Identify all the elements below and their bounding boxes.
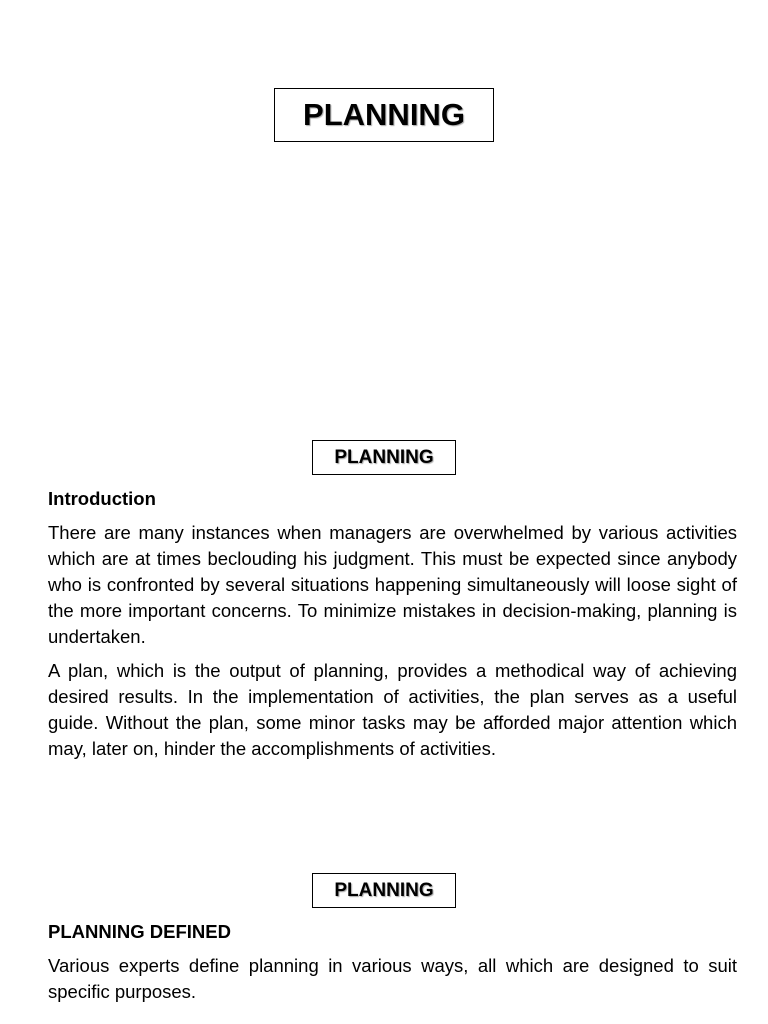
section-heading: PLANNING DEFINED — [48, 921, 231, 942]
definition-section — [48, 919, 737, 1013]
paragraph: There are many instances when managers are overwhelmed by various activities which are at times beclouding his judgment. This must be expected since anybody who is confronted by several situations happening simultaneously will loose sight of the more important concerns. To minimize mistakes in decision-making, planning is undertaken. — [48, 522, 737, 647]
section-heading: Introduction — [48, 488, 156, 509]
section-title: PLANNING — [312, 873, 456, 908]
section-title: PLANNING — [312, 440, 456, 475]
page-title: PLANNING — [274, 88, 494, 142]
introduction-section — [48, 486, 737, 770]
paragraph: Various experts define planning in various ways, all which are designed to suit specific purposes. — [48, 955, 737, 1002]
paragraph: A plan, which is the output of planning, provides a methodical way of achieving desired results. In the implementation of activities, the plan serves as a useful guide. Without the plan, some minor tasks may be afforded major attention which may, later on, hinder the accomplishments of activities. — [48, 660, 737, 759]
